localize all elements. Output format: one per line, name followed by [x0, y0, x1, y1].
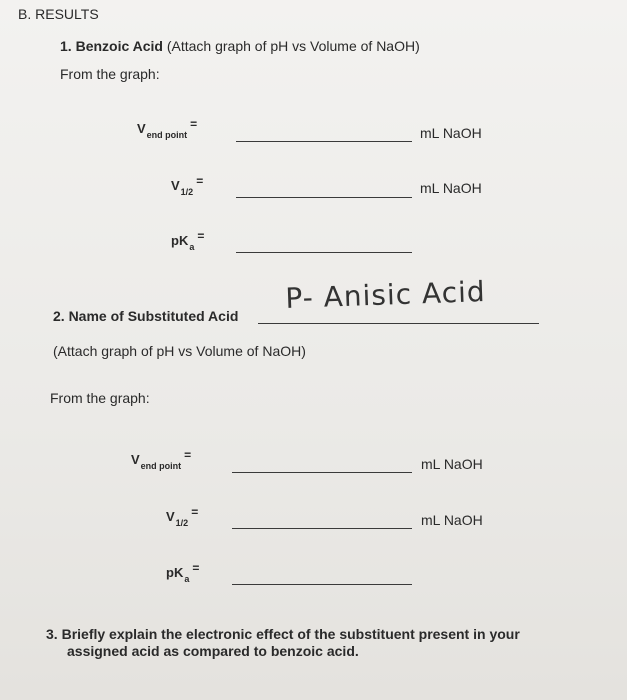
q3-number: 3.: [46, 626, 58, 642]
q1-pka-sub: a: [189, 242, 195, 252]
q2-vend-eq: =: [184, 448, 192, 462]
q1-pka-main: pK: [171, 233, 189, 248]
q2-vhalf-eq: =: [191, 505, 199, 519]
q2-handwritten-answer: P- Anisic Acid: [284, 275, 487, 315]
q2-vend-label: [131, 448, 192, 471]
q1-vend-unit: mL NaOH: [420, 125, 482, 141]
q1-vhalf-label: [171, 174, 204, 197]
q2-note: (Attach graph of pH vs Volume of NaOH): [53, 343, 306, 359]
q2-vend-answer-line[interactable]: [232, 472, 412, 473]
q2-from-graph: From the graph:: [50, 390, 150, 406]
q2-pka-main: pK: [166, 565, 184, 580]
q2-vhalf-main: V: [166, 509, 175, 524]
q1-heading: [60, 38, 420, 54]
q2-vhalf-label: [166, 505, 199, 528]
q1-from-graph: From the graph:: [60, 66, 160, 82]
q1-vend-sub: end point: [146, 130, 188, 140]
q3-line1: [46, 626, 520, 642]
q2-vend-main: V: [131, 452, 140, 467]
q2-answer-line[interactable]: [258, 323, 539, 324]
q1-note: (Attach graph of pH vs Volume of NaOH): [166, 38, 420, 54]
q1-pka-label: [171, 229, 205, 252]
q2-prompt: 2. Name of Substituted Acid: [53, 308, 239, 324]
q2-pka-answer-line[interactable]: [232, 584, 412, 585]
q1-pka-eq: =: [197, 229, 205, 243]
q1-pka-answer-line[interactable]: [236, 252, 412, 253]
q2-pka-sub: a: [184, 574, 190, 584]
q2-pka-eq: =: [192, 561, 200, 575]
q1-vhalf-main: V: [171, 178, 180, 193]
q1-vhalf-unit: mL NaOH: [420, 180, 482, 196]
q2-vend-sub: end point: [140, 461, 182, 471]
q1-vend-eq: =: [190, 117, 198, 131]
q1-vend-label: [137, 117, 198, 140]
q3-text-line2: assigned acid as compared to benzoic acid.: [67, 643, 359, 659]
q2-vhalf-sub: 1/2: [175, 518, 189, 528]
q2-pka-label: [166, 561, 200, 584]
q1-vhalf-eq: =: [196, 174, 204, 188]
section-heading: B. RESULTS: [18, 6, 99, 22]
q2-vhalf-answer-line[interactable]: [232, 528, 412, 529]
q1-vhalf-sub: 1/2: [180, 187, 194, 197]
q1-vhalf-answer-line[interactable]: [236, 197, 412, 198]
q1-title: Benzoic Acid: [75, 38, 163, 54]
q1-vend-answer-line[interactable]: [236, 141, 412, 142]
q1-number: 1.: [60, 38, 72, 54]
q2-vend-unit: mL NaOH: [421, 456, 483, 472]
q1-vend-main: V: [137, 121, 146, 136]
q3-text-line1: Briefly explain the electronic effect of the substituent present in your: [61, 626, 520, 642]
q2-vhalf-unit: mL NaOH: [421, 512, 483, 528]
